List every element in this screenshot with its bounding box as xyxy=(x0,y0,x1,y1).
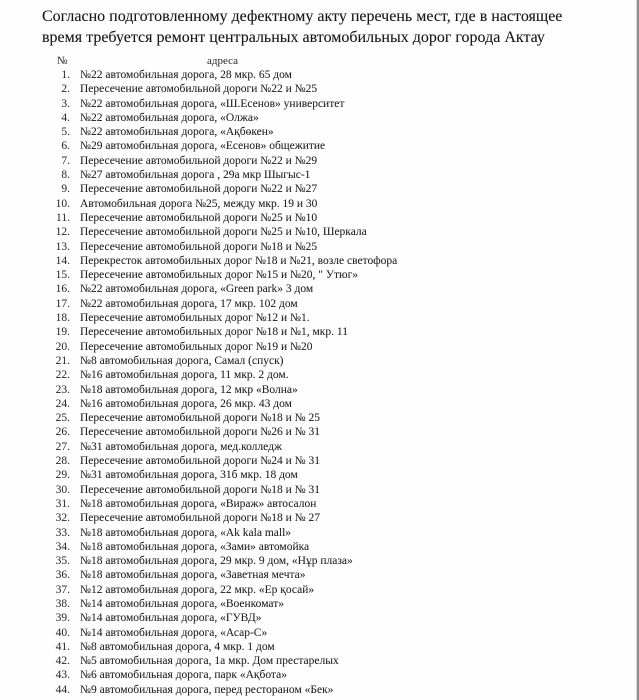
row-address: Пересечение автомобильной дороги №22 и №25 xyxy=(80,83,318,96)
row-address: Пересечение автомобильных дорог №18 и №1, мкр. 11 xyxy=(80,326,348,339)
row-address: №22 автомобильная дорога, «Ақбөкен» xyxy=(80,126,274,139)
column-header-address: адреса xyxy=(207,55,239,67)
list-item xyxy=(0,111,639,125)
list-item xyxy=(0,182,639,196)
row-number: 42. xyxy=(55,655,70,668)
row-number: 43. xyxy=(55,669,70,682)
list-item xyxy=(0,397,639,411)
list-item xyxy=(0,254,639,268)
list-item xyxy=(0,526,639,540)
list-item xyxy=(0,139,639,153)
row-number: 25. xyxy=(55,412,70,425)
list-item xyxy=(0,497,639,511)
row-number: 17. xyxy=(55,297,70,310)
list-item xyxy=(0,354,639,368)
row-address: Автомобильная дорога №25, между мкр. 19 и 30 xyxy=(80,197,318,210)
row-address: №29 автомобильная дорога, «Есенов» общежитие xyxy=(80,140,326,153)
list-item xyxy=(0,597,639,611)
row-number: 3. xyxy=(61,97,70,110)
row-number: 12. xyxy=(55,226,70,239)
row-address: Пересечение автомобильной дороги №25 и №10, Шеркала xyxy=(80,226,367,239)
row-number: 35. xyxy=(55,555,70,568)
list-item xyxy=(0,411,639,425)
row-address: Пересечение автомобильной дороги №26 и № 31 xyxy=(80,426,320,439)
row-address: Пересечение автомобильной дороги №24 и № 31 xyxy=(80,455,320,468)
list-item xyxy=(0,468,639,482)
row-number: 24. xyxy=(55,397,70,410)
row-address: Пересечение автомобильной дороги №18 и № 31 xyxy=(80,483,320,496)
row-address: №14 автомобильная дорога, «ГУВД» xyxy=(80,612,262,625)
row-address: №8 автомобильная дорога, 4 мкр. 1 дом xyxy=(80,640,275,653)
row-address: Пересечение автомобильной дороги №18 и № 27 xyxy=(80,512,320,525)
row-number: 38. xyxy=(55,597,70,610)
row-number: 39. xyxy=(55,612,70,625)
row-number: 2. xyxy=(61,83,70,96)
row-number: 9. xyxy=(61,183,70,196)
row-number: 19. xyxy=(55,326,70,339)
document-title-line2: время требуется ремонт центральных автомобильных дорог города Актау xyxy=(42,29,545,46)
list-item xyxy=(0,197,639,211)
column-header-number: № xyxy=(57,55,68,67)
row-number: 14. xyxy=(55,254,70,267)
list-item xyxy=(0,311,639,325)
list-item xyxy=(0,68,639,82)
row-address: №18 автомобильная дорога, «Ak kala mall» xyxy=(80,526,292,539)
list-item xyxy=(0,240,639,254)
row-address: Пересечение автомобильных дорог №15 и №20, " Утюг» xyxy=(80,269,359,282)
list-item xyxy=(0,225,639,239)
list-item xyxy=(0,511,639,525)
list-item xyxy=(0,425,639,439)
row-number: 41. xyxy=(55,640,70,653)
list-item xyxy=(0,568,639,582)
row-address: №18 автомобильная дорога, 29 мкр. 9 дом, «Нұр плаза» xyxy=(80,555,353,568)
list-item xyxy=(0,540,639,554)
row-number: 13. xyxy=(55,240,70,253)
list-item xyxy=(0,640,639,654)
row-address: №18 автомобильная дорога, «Вираж» автосалон xyxy=(80,497,317,510)
row-number: 30. xyxy=(55,483,70,496)
row-number: 36. xyxy=(55,569,70,582)
row-number: 1. xyxy=(61,69,70,81)
row-number: 5. xyxy=(61,126,70,139)
list-item xyxy=(0,483,639,497)
row-address: Пересечение автомобильной дороги №22 и №29 xyxy=(80,154,318,167)
row-number: 15. xyxy=(55,269,70,282)
row-address: Пересечение автомобильной дороги №22 и №27 xyxy=(80,183,318,196)
list-item xyxy=(0,82,639,96)
row-address: Пересечение автомобильных дорог №12 и №1. xyxy=(80,312,310,325)
row-number: 16. xyxy=(55,283,70,296)
row-number: 44. xyxy=(55,683,70,696)
row-address: №16 автомобильная дорога, 11 мкр. 2 дом. xyxy=(80,369,289,382)
list-item xyxy=(0,454,639,468)
row-address: Пересечение автомобильной дороги №25 и №10 xyxy=(80,211,318,224)
row-number: 11. xyxy=(56,211,70,224)
row-address: Пересечение автомобильной дороги №18 и №25 xyxy=(80,240,318,253)
list-item xyxy=(0,554,639,568)
row-address: №16 автомобильная дорога, 26 мкр. 43 дом xyxy=(80,397,292,410)
row-number: 40. xyxy=(55,626,70,639)
row-number: 6. xyxy=(61,140,70,153)
row-address: №18 автомобильная дорога, «Заветная мечта» xyxy=(80,569,306,582)
row-address: №22 автомобильная дорога, 17 мкр. 102 дом xyxy=(80,297,298,310)
row-address: Пересечение автомобильной дороги №18 и № 25 xyxy=(80,412,320,425)
list-item xyxy=(0,97,639,111)
row-address: №18 автомобильная дорога, 12 мкр «Волна» xyxy=(80,383,298,396)
row-address: №14 автомобильная дорога, «Асар-С» xyxy=(80,626,268,639)
row-number: 7. xyxy=(61,154,70,167)
row-address: №12 автомобильная дорога, 22 мкр. «Ер қосай» xyxy=(80,583,315,596)
row-address: №22 автомобильная дорога, «Ш.Есенов» университет xyxy=(80,97,345,110)
list-item xyxy=(0,325,639,339)
row-address: №6 автомобильная дорога, парк «Ақбота» xyxy=(80,669,287,682)
row-number: 31. xyxy=(55,497,70,510)
list-item xyxy=(0,125,639,139)
list-item xyxy=(0,611,639,625)
row-address: №27 автомобильная дорога , 29а мкр Шыгыс-1 xyxy=(80,169,311,182)
list-item xyxy=(0,154,639,168)
row-number: 8. xyxy=(61,169,70,182)
row-number: 10. xyxy=(55,197,70,210)
list-item xyxy=(0,340,639,354)
row-address: №18 автомобильная дорога, «Зами» автомойка xyxy=(80,540,310,553)
list-item xyxy=(0,668,639,682)
row-address: №8 автомобильная дорога, Самал (спуск) xyxy=(80,354,284,367)
row-number: 18. xyxy=(55,312,70,325)
list-item xyxy=(0,368,639,382)
row-address: №9 автомобильная дорога, перед рестораном «Бек» xyxy=(80,683,334,696)
row-address: №31 автомобильная дорога, 31б мкр. 18 дом xyxy=(80,469,298,482)
list-item xyxy=(0,583,639,597)
list-item xyxy=(0,383,639,397)
row-number: 34. xyxy=(55,540,70,553)
row-number: 26. xyxy=(55,426,70,439)
row-address: Перекресток автомобильных дорог №18 и №21, возле светофора xyxy=(80,254,398,267)
row-address: Пересечение автомобильных дорог №19 и №20 xyxy=(80,340,313,353)
document-title xyxy=(42,6,602,48)
row-number: 23. xyxy=(55,383,70,396)
row-number: 37. xyxy=(55,583,70,596)
list-item xyxy=(0,168,639,182)
list-item xyxy=(0,654,639,668)
list-item xyxy=(0,282,639,296)
address-list xyxy=(0,68,639,697)
list-item xyxy=(0,297,639,311)
row-number: 27. xyxy=(55,440,70,453)
list-item xyxy=(0,211,639,225)
row-address: №5 автомобильная дорога, 1а мкр. Дом престарелых xyxy=(80,655,339,668)
row-address: №22 автомобильная дорога, 28 мкр. 65 дом xyxy=(80,69,292,81)
row-number: 4. xyxy=(61,111,70,124)
list-item xyxy=(0,626,639,640)
list-item xyxy=(0,440,639,454)
row-address: №22 автомобильная дорога, «Олжа» xyxy=(80,111,259,124)
row-number: 28. xyxy=(55,455,70,468)
row-address: №14 автомобильная дорога, «Военкомат» xyxy=(80,597,284,610)
row-number: 33. xyxy=(55,526,70,539)
row-address: №31 автомобильная дорога, мед.колледж xyxy=(80,440,282,453)
list-item xyxy=(0,683,639,697)
document-title-line1: Согласно подготовленному дефектному акту перечень мест, где в настоящее xyxy=(42,8,563,25)
row-number: 22. xyxy=(55,369,70,382)
row-address: №22 автомобильная дорога, «Green park» 3 дом xyxy=(80,283,314,296)
row-number: 29. xyxy=(55,469,70,482)
list-item xyxy=(0,268,639,282)
row-number: 32. xyxy=(55,512,70,525)
row-number: 20. xyxy=(55,340,70,353)
row-number: 21. xyxy=(55,354,70,367)
